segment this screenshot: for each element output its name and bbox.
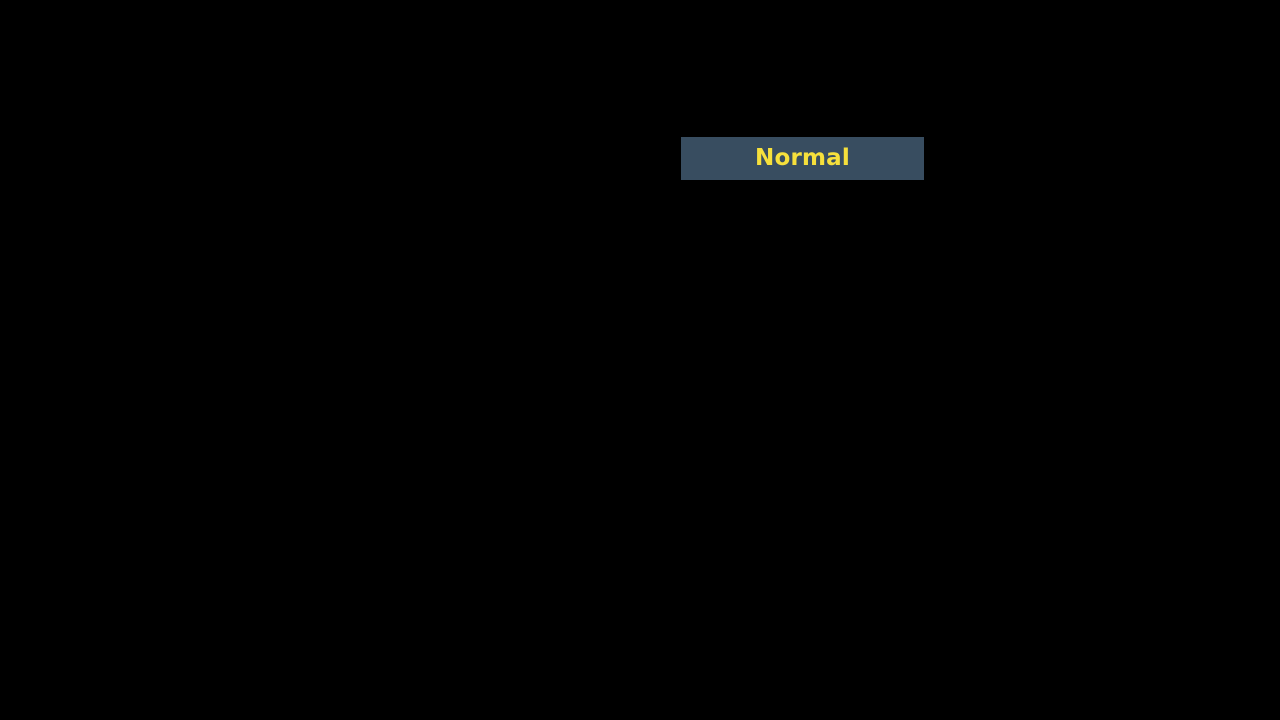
- mode-banner[interactable]: [681, 137, 924, 180]
- mode-banner-label: Normal: [755, 145, 850, 171]
